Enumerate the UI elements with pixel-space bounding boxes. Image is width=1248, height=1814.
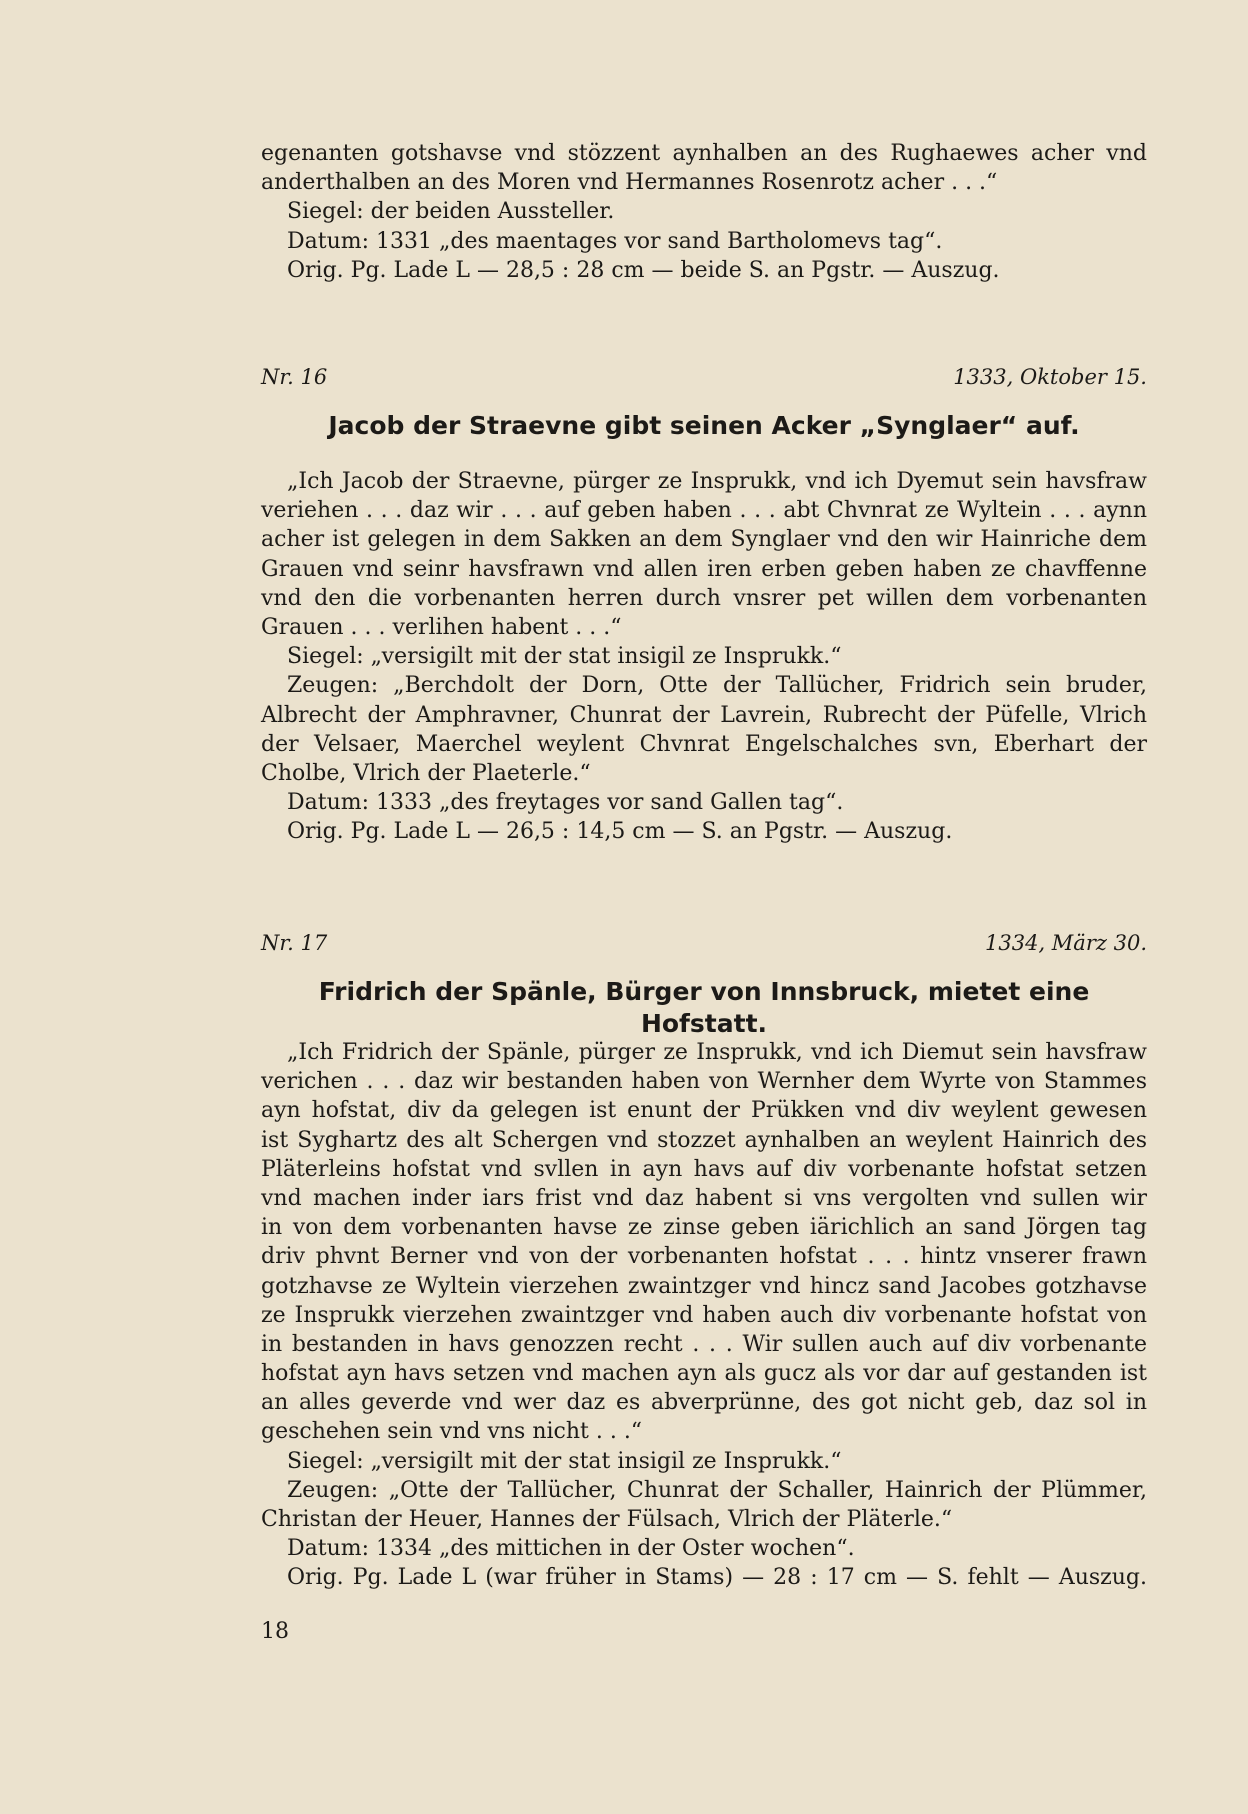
text-line: Pläterleins hofstat vnd svllen in ayn havs auf div vorbenante hofstat setzen [261,1156,1147,1182]
text-line: vnd machen inder iars frist vnd daz habent si vns vergolten vnd sullen wir [261,1185,1147,1211]
text-line: hofstat ayn havs setzen vnd machen ayn als gucz als vor dar auf gestanden ist [261,1361,1147,1387]
datum-line: Datum: 1334 „des mittichen in der Oster wochen“. [287,1536,855,1562]
text-line: Grauen vnd seinr havsfrawn vnd allen iren erben geben haben ze chavffenne [261,556,1147,582]
orig-line: Orig. Pg. Lade L (war früher in Stams) — 28 : 17 cm — S. fehlt — Auszug. [287,1565,1147,1591]
zeugen-line: Christan der Heuer, Hannes der Fülsach, Vlrich der Pläterle.“ [261,1507,953,1532]
page-number: 18 [261,1619,289,1644]
entry-title: Fridrich der Spänle, Bürger von Innsbruck, mietet eine Hofstatt. [318,977,1090,1038]
entry-number: Nr. 16 [261,365,328,389]
siegel-line: Siegel: „versigilt mit der stat insigil ze Insprukk.“ [287,644,842,670]
text-line: egenanten gotshavse vnd stözzent aynhalben an des Rughaewes acher vnd [261,141,1147,166]
text-line: an alles geverde vnd wer daz es abverprünne, des got nicht geb, daz sol in [261,1390,1147,1416]
zeugen-line: Zeugen: „Otte der Tallücher, Chunrat der Schaller, Hainrich der Plümmer, [287,1477,1147,1503]
text-line: vnd den die vorbenanten herren durch vnsrer pet willen dem vorbenanten [261,585,1147,611]
text-line: ist Syghartz des alt Schergen vnd stozzet aynhalben an weylent Hainrich des [261,1127,1147,1153]
entry-body [261,1038,1147,1593]
entry-number: Nr. 17 [261,931,328,955]
zeugen-line: der Velsaer, Maerchel weylent Chvnrat Engelschalches svn, Eberhart der [261,731,1147,757]
entry-date: 1333, Oktober 15. [953,365,1147,389]
siegel-line: Siegel: der beiden Aussteller. [287,199,615,225]
text-line: in bestanden in havs genozzen recht . . . Wir sullen auch auf div vorbenante [261,1331,1147,1357]
orig-line: Orig. Pg. Lade L — 26,5 : 14,5 cm — S. an Pgstr. — Auszug. [287,819,953,845]
text-line: „Ich Fridrich der Spänle, pürger ze Insprukk, vnd ich Diemut sein havsfraw [287,1040,1147,1065]
text-line: in von dem vorbenanten havse ze zinse geben iärichlich an sand Jörgen tag [261,1215,1147,1241]
text-line: geschehen sein vnd vns nicht . . .“ [261,1419,643,1445]
continuation-block [261,139,1147,285]
text-line: driv phvnt Berner vnd von der vorbenanten hofstat . . . hintz vnserer frawn [261,1244,1147,1270]
text-line: ze Insprukk vierzehen zwaintzger vnd haben auch div vorbenante hofstat von [261,1302,1147,1328]
zeugen-line: Cholbe, Vlrich der Plaeterle.“ [261,760,591,786]
orig-line: Orig. Pg. Lade L — 28,5 : 28 cm — beide S. an Pgstr. — Auszug. [287,257,1000,283]
entry-body [261,467,1147,846]
datum-line: Datum: 1333 „des freytages vor sand Gallen tag“. [287,790,844,816]
text-line: anderthalben an des Moren vnd Hermannes Rosenrotz acher . . .“ [261,170,998,196]
text-line: acher ist gelegen in dem Sakken an dem Synglaer vnd den wir Hainriche dem [261,527,1147,553]
entry-heading [261,929,1147,957]
text-line: ayn hofstat, div da gelegen ist enunt der Prükken vnd div weylent gewesen [261,1098,1147,1124]
siegel-line: Siegel: „versigilt mit der stat insigil ze Insprukk.“ [287,1448,842,1474]
text-line: veriehen . . . daz wir . . . auf geben haben . . . abt Chvnrat ze Wyltein . . . aynn [261,498,1147,524]
zeugen-line: Zeugen: „Berchdolt der Dorn, Otte der Tallücher, Fridrich sein bruder, [287,673,1147,699]
text-line: Grauen . . . verlihen habent . . .“ [261,614,622,640]
zeugen-line: Albrecht der Amphravner, Chunrat der Lavrein, Rubrecht der Püfelle, Vlrich [261,702,1147,728]
datum-line: Datum: 1331 „des maentages vor sand Bartholomevs tag“. [287,228,943,254]
entry-heading [261,363,1147,391]
text-line: verichen . . . daz wir bestanden haben von Wernher dem Wyrte von Stammes [261,1069,1147,1095]
entry-title: Jacob der Straevne gibt seinen Acker „Synglaer“ auf. [328,411,1080,440]
text-line: „Ich Jacob der Straevne, pürger ze Insprukk, vnd ich Dyemut sein havsfraw [287,469,1147,494]
entry-date: 1334, März 30. [985,931,1147,955]
text-line: gotzhavse ze Wyltein vierzehen zwaintzger vnd hincz sand Jacobes gotzhavse [261,1273,1147,1299]
